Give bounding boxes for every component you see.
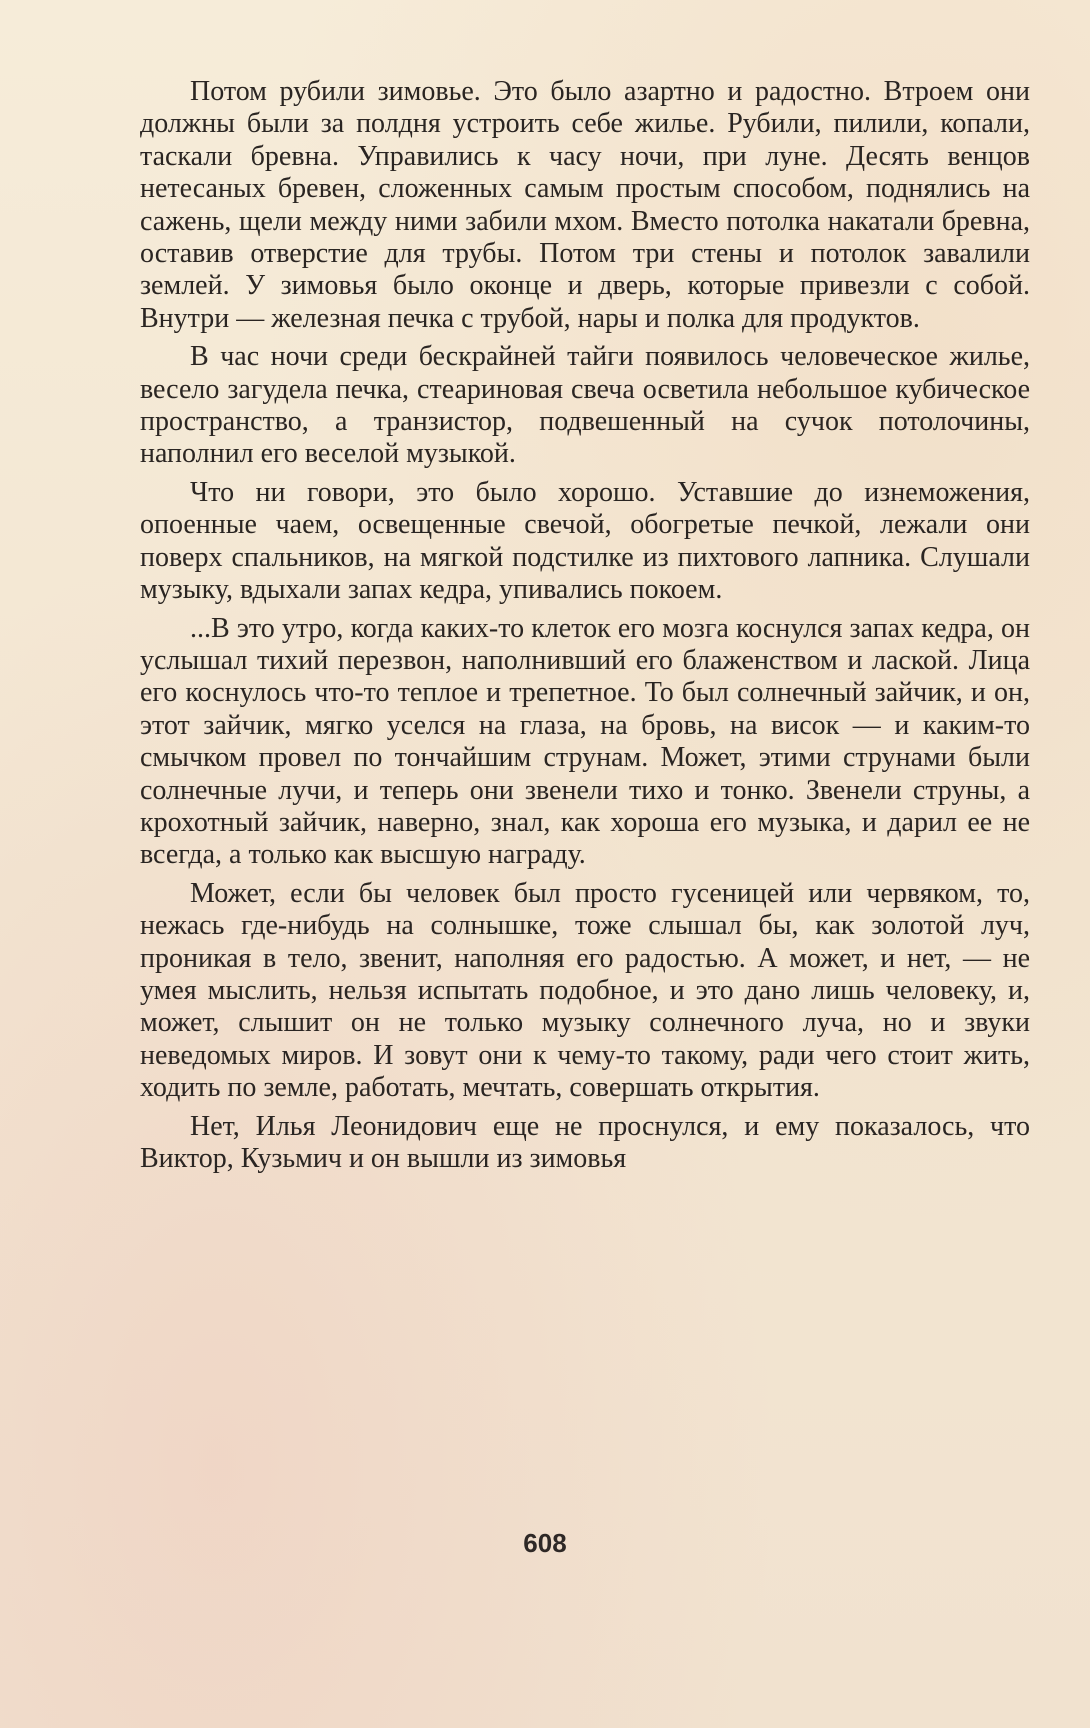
body-text bbox=[140, 76, 1030, 1175]
page-number: 608 bbox=[523, 1528, 567, 1558]
paragraph-1: Потом рубили зимовье. Это было азартно и радостно. Втроем они должны были за полдня устроить себе жилье. Рубили, пилили, копали, таскали бревна. Управились к часу ночи, при луне. Десять венцов нетесаных бревен, сложенных самым простым способом, поднялись на сажень, щели между ними забили мхом. Вместо потолка накатали бревна, оставив отверстие для трубы. Потом три стены и потолок завалили землей. У зимовья было оконце и дверь, которые привезли с собой. Внутри — железная печка с трубой, нары и полка для продуктов. bbox=[140, 76, 1030, 334]
paragraph-3: Что ни говори, это было хорошо. Уставшие до изнеможения, опоенные чаем, освещенные свечой, обогретые печкой, лежали они поверх спальников, на мягкой подстилке из пихтового лапника. Слушали музыку, вдыхали запах кедра, упивались покоем. bbox=[140, 476, 1030, 606]
paragraph-5: Может, если бы человек был просто гусеницей или червяком, то, нежась где-нибудь на солнышке, тоже слышал бы, как золотой луч, проникая в тело, звенит, наполняя его радостью. А может, и нет, — не умея мыслить, нельзя испытать подобное, и это дано лишь человеку, и, может, слышит он не только музыку солнечного луча, но и звуки неведомых миров. И зовут они к чему-то такому, ради чего стоит жить, ходить по земле, работать, мечтать, совершать открытия. bbox=[140, 877, 1030, 1104]
paragraph-4: ...В это утро, когда каких-то клеток его мозга коснулся запах кедра, он услышал тихий перезвон, наполнивший его блаженством и лаской. Лица его коснулось что-то теплое и трепетное. То был солнечный зайчик, и он, этот зайчик, мягко уселся на глаза, на бровь, на висок — и каким-то смычком провел по тончайшим струнам. Может, этими струнами были солнечные лучи, и теперь они звенели тихо и тонко. Звенели струны, а крохотный зайчик, наверно, знал, как хороша его музыка, и дарил ее не всегда, а только как высшую награду. bbox=[140, 612, 1030, 871]
paragraph-6: Нет, Илья Леонидович еще не проснулся, и ему показалось, что Виктор, Кузьмич и он вышли из зимовья bbox=[140, 1110, 1030, 1174]
paragraph-2: В час ночи среди бескрайней тайги появилось человеческое жилье, весело загудела печка, стеариновая свеча осветила небольшое кубическое пространство, а транзистор, подвешенный на сучок потолочины, наполнил его веселой музыкой. bbox=[140, 341, 1030, 470]
